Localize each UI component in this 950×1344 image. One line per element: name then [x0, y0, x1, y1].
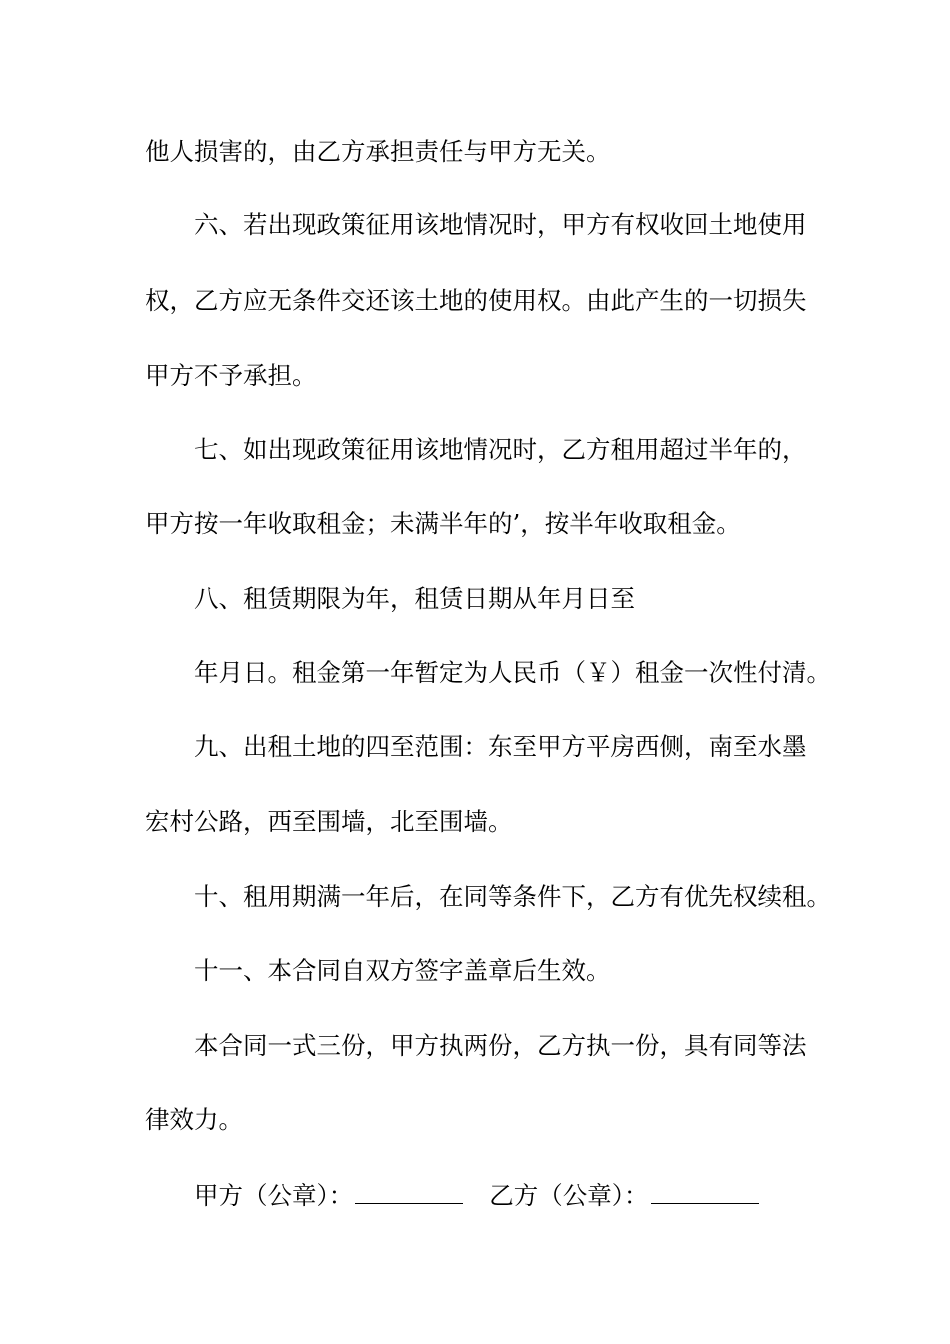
signature-row	[194, 1180, 759, 1212]
copies-line-1: 本合同一式三份，甲方执两份，乙方执一份，具有同等法	[194, 1031, 807, 1060]
clause-9-line-1: 九、出租土地的四至范围：东至甲方平房西侧，南至水墨	[194, 732, 807, 761]
clause-7-line-2: 甲方按一年收取租金；未满半年的’，按半年收取租金。	[145, 509, 741, 538]
clause-11-line: 十一、本合同自双方签字盖章后生效。	[194, 956, 611, 985]
clause-7-line-1: 七、如出现政策征用该地情况时，乙方租用超过半年的，	[194, 435, 807, 464]
party-b-seal-label: 乙方（公章）：	[489, 1181, 649, 1210]
clause-6-line-2: 权，乙方应无条件交还该土地的使用权。由此产生的一切损失	[145, 286, 807, 315]
party-a-seal-label: 甲方（公章）：	[194, 1181, 354, 1210]
party-b-seal-blank	[651, 1181, 759, 1204]
clause-8-line-2: 年月日。租金第一年暂定为人民币（￥）租金一次性付清。	[194, 658, 831, 687]
clause-10-line: 十、租用期满一年后，在同等条件下，乙方有优先权续租。	[194, 882, 831, 911]
clause-6-line-1: 六、若出现政策征用该地情况时，甲方有权收回土地使用	[194, 210, 807, 239]
text-line-1: 他人损害的，由乙方承担责任与甲方无关。	[145, 137, 611, 166]
copies-line-2: 律效力。	[145, 1105, 243, 1134]
clause-8-line-1: 八、租赁期限为年，租赁日期从年月日至	[194, 584, 635, 613]
clause-9-line-2: 宏村公路，西至围墙，北至围墙。	[145, 807, 513, 836]
clause-6-line-3: 甲方不予承担。	[145, 361, 317, 390]
party-a-seal-blank	[355, 1181, 463, 1204]
